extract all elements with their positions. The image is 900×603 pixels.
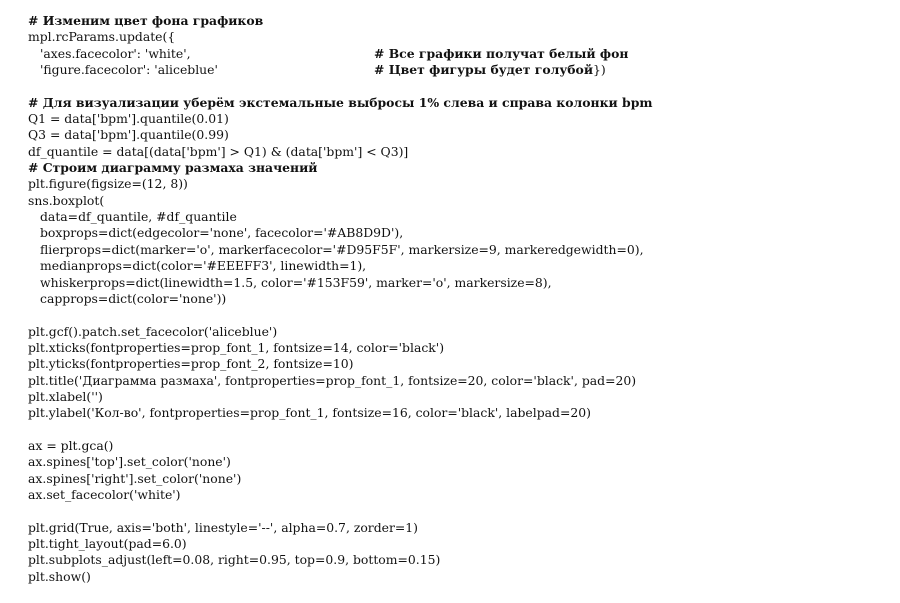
code-line (28, 209, 888, 225)
code-text: flierprops=dict(marker='o', markerfacecolor='#D95F5F', markersize=9, markeredgewidth=0), (40, 241, 644, 257)
code-text: 'axes.facecolor': 'white', (40, 45, 191, 61)
code-line (28, 389, 888, 405)
comment-line (28, 95, 888, 111)
code-line (28, 340, 888, 356)
code-line (28, 29, 888, 45)
code-text: sns.boxplot( (28, 192, 105, 208)
code-line (28, 552, 888, 568)
code-line (28, 324, 888, 340)
code-line (28, 487, 888, 503)
comment-text: # Строим диаграмму размаха значений (28, 160, 318, 176)
code-text: plt.subplots_adjust(left=0.08, right=0.95, top=0.9, bottom=0.15) (28, 552, 441, 568)
code-line (28, 405, 888, 421)
code-text: Q1 = data['bpm'].quantile(0.01) (28, 111, 229, 127)
code-line (28, 225, 888, 241)
code-text: ax.spines['right'].set_color('none') (28, 470, 242, 486)
comment-text: # Изменим цвет фона графиков (28, 13, 264, 28)
code-text: plt.grid(True, axis='both', linestyle='--', alpha=0.7, zorder=1) (28, 519, 419, 535)
code-line (28, 144, 888, 160)
code-line (28, 373, 888, 389)
code-text: data=df_quantile, #df_quantile (40, 209, 237, 225)
code-text: Q3 = data['bpm'].quantile(0.99) (28, 127, 229, 143)
inline-comment (374, 46, 628, 62)
code-line (28, 275, 888, 291)
code-text: medianprops=dict(color='#EEEFF3', linewidth=1), (40, 258, 367, 274)
code-block (28, 13, 888, 585)
code-text: whiskerprops=dict(linewidth=1.5, color='#153F59', marker='o', markersize=8), (40, 274, 552, 290)
code-suffix: }) (593, 62, 606, 78)
code-line (28, 356, 888, 372)
code-text: mpl.rcParams.update({ (28, 29, 176, 45)
code-text: capprops=dict(color='none')) (40, 290, 227, 306)
code-text: plt.xlabel('') (28, 388, 103, 404)
code-text: plt.yticks(fontproperties=prop_font_2, fontsize=10) (28, 356, 354, 372)
code-line (28, 438, 888, 454)
code-text: plt.gcf().patch.set_facecolor('aliceblue') (28, 323, 278, 339)
code-line (28, 291, 888, 307)
code-line (28, 176, 888, 192)
code-line (28, 454, 888, 470)
code-text: plt.figure(figsize=(12, 8)) (28, 176, 188, 192)
comment-text: # Для визуализации уберём экстемальные выбросы 1% слева и справа колонки bpm (28, 94, 653, 110)
code-text: plt.title('Диаграмма размаха', fontproperties=prop_font_1, fontsize=20, color='black', pad=20) (28, 372, 637, 388)
code-text: boxprops=dict(edgecolor='none', facecolor='#AB8D9D'), (40, 225, 404, 241)
blank-line (28, 503, 888, 519)
code-line (28, 520, 888, 536)
code-line (28, 258, 888, 274)
inline-comment-text: # Цвет фигуры будет голубой (374, 62, 594, 78)
code-line (28, 111, 888, 127)
code-text: ax.spines['top'].set_color('none') (28, 454, 231, 470)
code-line (28, 536, 888, 552)
code-line (28, 242, 888, 258)
blank-line (28, 422, 888, 438)
code-text: ax.set_facecolor('white') (28, 486, 181, 502)
code-line (28, 569, 888, 585)
code-text: plt.tight_layout(pad=6.0) (28, 536, 187, 551)
blank-line (28, 78, 888, 94)
comment-line (28, 13, 888, 29)
code-text: plt.show() (28, 568, 91, 584)
code-line (28, 193, 888, 209)
code-text: ax = plt.gca() (28, 437, 114, 453)
code-line (28, 46, 888, 62)
code-text: 'figure.facecolor': 'aliceblue' (40, 62, 218, 78)
inline-comment-text: # Все графики получат белый фон (374, 45, 629, 61)
code-line (28, 471, 888, 487)
comment-line (28, 160, 888, 176)
blank-line (28, 307, 888, 323)
code-text: plt.ylabel('Кол-во', fontproperties=prop_font_1, fontsize=16, color='black', labelpad=20) (28, 405, 591, 421)
code-text: plt.xticks(fontproperties=prop_font_1, fontsize=14, color='black') (28, 339, 445, 355)
inline-comment (374, 62, 606, 78)
code-text: df_quantile = data[(data['bpm'] > Q1) & (data['bpm'] < Q3)] (28, 143, 409, 159)
code-line (28, 127, 888, 143)
code-line (28, 62, 888, 78)
